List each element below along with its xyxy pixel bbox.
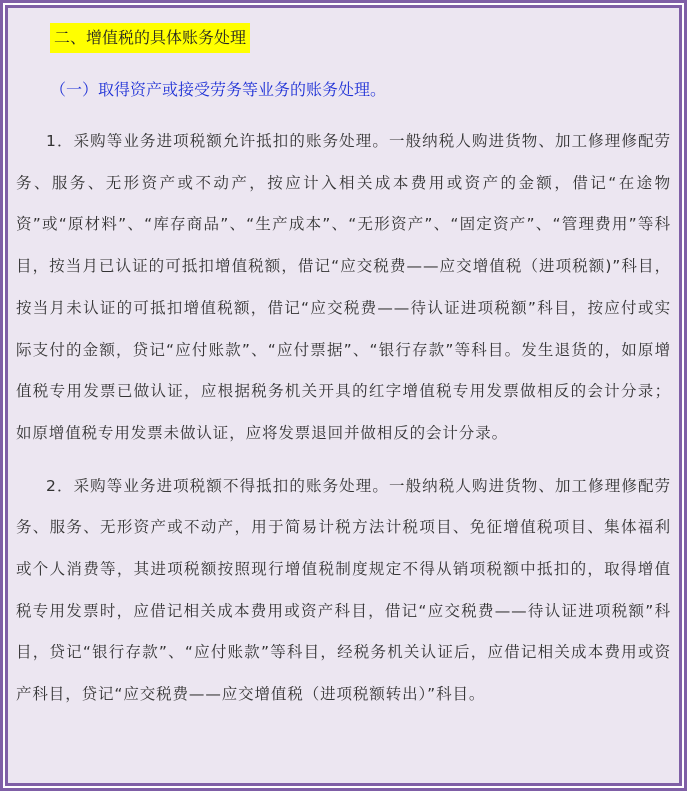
subsection-heading: （一）取得资产或接受劳务等业务的账务处理。	[50, 80, 387, 99]
heading-row	[50, 23, 671, 55]
article-body	[8, 8, 679, 783]
paragraph-1: 1．采购等业务进项税额允许抵扣的账务处理。一般纳税人购进货物、加工修理修配劳务、服务、无形资产或不动产，按应计入相关成本费用或资产的金额，借记“在途物资”或“原材料”、“库存商品”、“生产成本”、“无形资产”、“固定资产”、“管理费用”等科目，按当月已认证的可抵扣增值税额，借记“应交税费——应交增值税（进项税额)”科目，按当月未认证的可抵扣增值税额，借记“应交税费——待认证进项税额”科目，按应付或实际支付的金额，贷记“应付账款”、“应付票据”、“银行存款”等科目。发生退货的，如原增值税专用发票已做认证，应根据税务机关开具的红字增值税专用发票做相反的会计分录；如原增值税专用发票未做认证，应将发票退回并做相反的会计分录。	[16, 132, 671, 442]
section-heading: 二、增值税的具体账务处理	[50, 23, 250, 53]
paragraph-2: 2．采购等业务进项税额不得抵扣的账务处理。一般纳税人购进货物、加工修理修配劳务、服务、无形资产或不动产，用于简易计税方法计税项目、免征增值税项目、集体福利或个人消费等，其进项税额按照现行增值税制度规定不得从销项税额中抵扣的，取得增值税专用发票时，应借记相关成本费用或资产科目，借记“应交税费——待认证进项税额”科目，贷记“银行存款”、“应付账款”等科目，经税务机关认证后，应借记相关成本费用或资产科目，贷记“应交税费——应交增值税（进项税额转出）”科目。	[16, 476, 671, 704]
frame-inner-border	[3, 3, 684, 788]
